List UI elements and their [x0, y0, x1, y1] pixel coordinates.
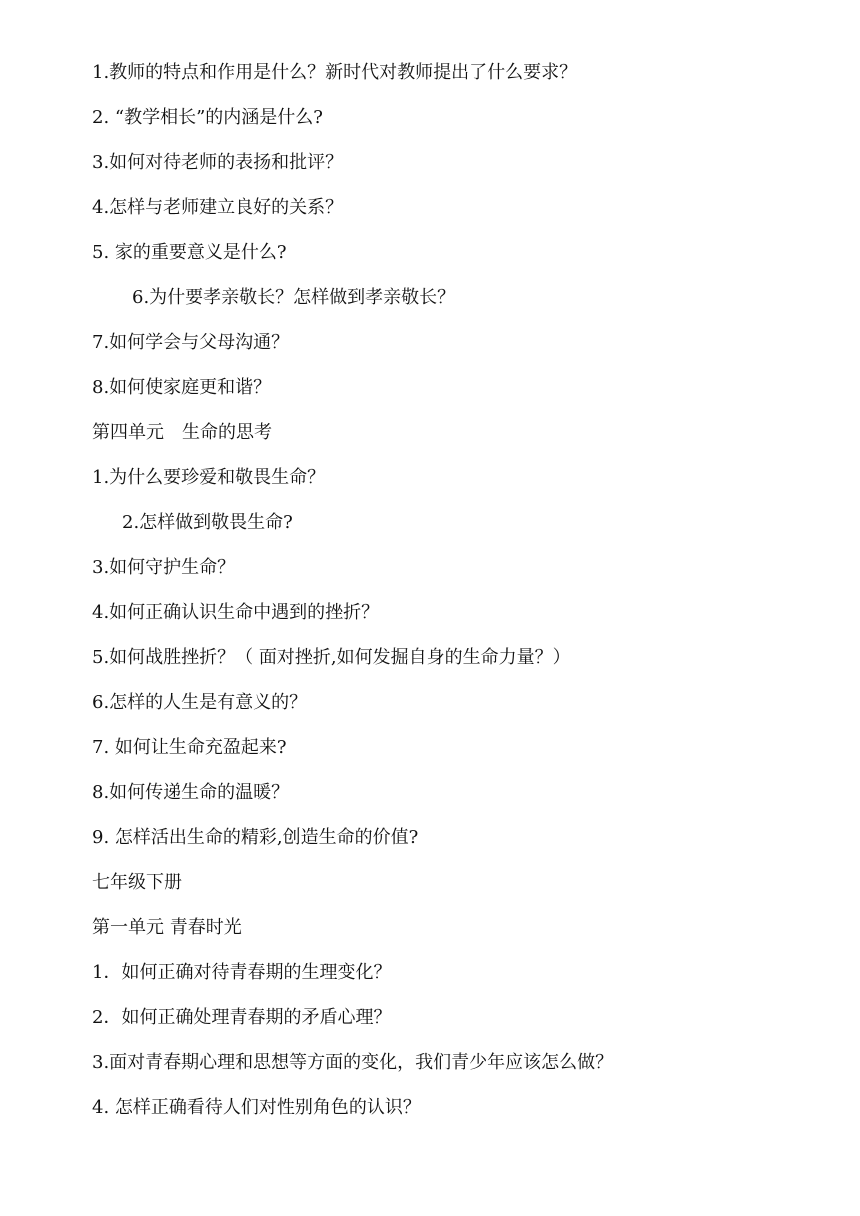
question-physiological-changes: 1．如何正确对待青春期的生理变化？ — [92, 962, 392, 983]
question-setbacks: 4.如何正确认识生命中遇到的挫折？ — [92, 602, 380, 623]
question-praise-criticism: 3.如何对待老师的表扬和批评？ — [92, 152, 344, 173]
question-teacher-relationship: 4.怎样与老师建立良好的关系？ — [92, 197, 344, 218]
question-protect-life: 3.如何守护生命？ — [92, 557, 236, 578]
question-enrich-life: 7. 如何让生命充盈起来? — [92, 737, 287, 758]
question-cherish-life: 1.为什么要珍爱和敬畏生命？ — [92, 467, 326, 488]
question-parent-communication: 7.如何学会与父母沟通？ — [92, 332, 290, 353]
question-teaching-learning: 2. “教学相长”的内涵是什么? — [92, 107, 323, 128]
question-gender-roles: 4. 怎样正确看待人们对性别角色的认识？ — [92, 1097, 421, 1118]
unit-one-heading: 第一单元 青春时光 — [92, 917, 242, 938]
question-teacher-role: 1.教师的特点和作用是什么？新时代对教师提出了什么要求？ — [92, 62, 578, 83]
volume-heading: 七年级下册 — [92, 872, 182, 893]
question-meaningful-life: 6.怎样的人生是有意义的？ — [92, 692, 308, 713]
question-revere-life: 2.怎样做到敬畏生命? — [122, 512, 293, 533]
question-adolescent-changes: 3.面对青春期心理和思想等方面的变化，我们青少年应该怎么做？ — [92, 1052, 614, 1073]
unit-four-heading: 第四单元 生命的思考 — [92, 422, 272, 443]
question-home-meaning: 5. 家的重要意义是什么? — [92, 242, 287, 263]
question-family-harmony: 8.如何使家庭更和谐？ — [92, 377, 272, 398]
question-life-value: 9. 怎样活出生命的精彩,创造生命的价值? — [92, 827, 419, 848]
question-life-warmth: 8.如何传递生命的温暖？ — [92, 782, 290, 803]
question-filial-piety: 6.为什要孝亲敬长？怎样做到孝亲敬长？ — [132, 287, 456, 308]
question-contradictory-psychology: 2．如何正确处理青春期的矛盾心理？ — [92, 1007, 392, 1028]
question-overcome-setbacks: 5.如何战胜挫折？（ 面对挫折,如何发掘自身的生命力量？） — [92, 647, 571, 668]
